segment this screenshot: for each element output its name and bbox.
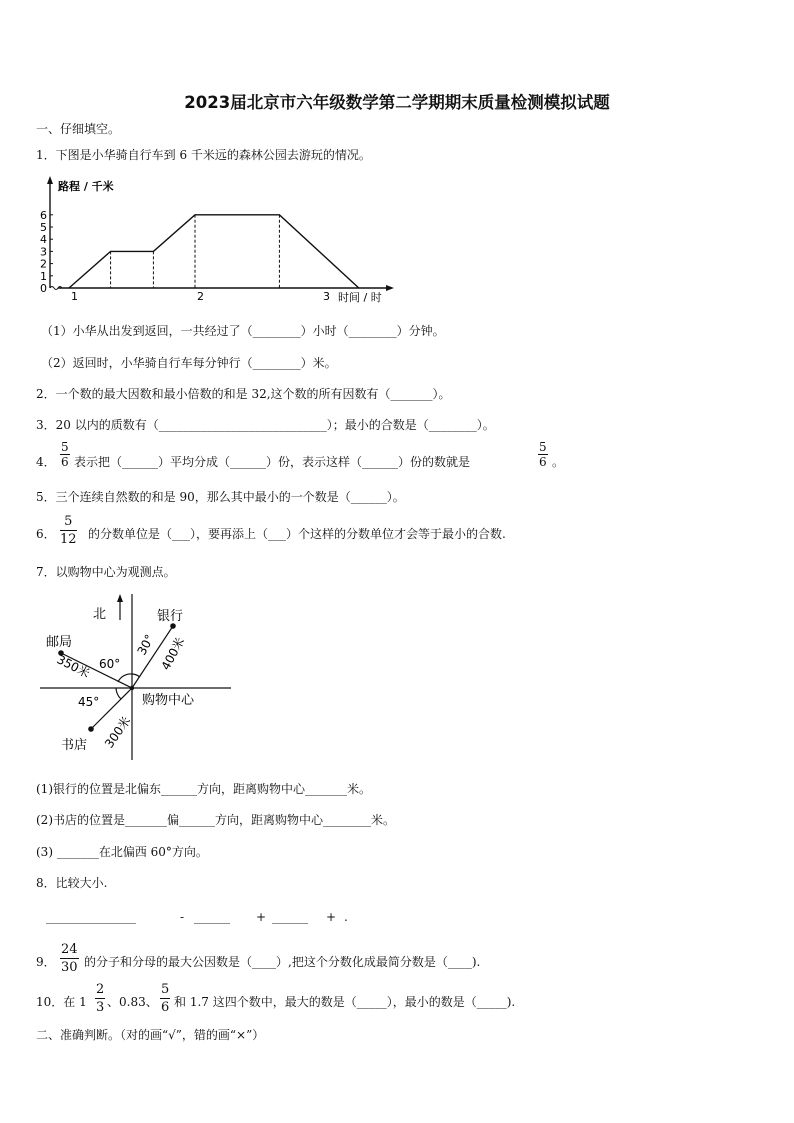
question-10-text: 和 1.7 这四个数中，最大的数是（_____），最小的数是（_____). [174,995,516,1009]
y-tick-labels [40,209,53,295]
fraction-5-6-end [538,440,548,469]
direction-diagram [36,590,246,765]
y-tick-label: 1 [40,269,47,283]
question-7-sub-2: (2)书店的位置是_______偏______方向，距离购物中心________米。 [36,813,395,827]
question-1-text: 1．下图是小华骑自行车到 6 千米远的森林公园去游玩的情况。 [36,148,371,162]
y-tick-label: 2 [40,257,47,271]
question-7-text: 7．以购物中心为观测点。 [36,565,176,579]
question-8-blank-1: _______________ [46,910,136,924]
angle-arc-30 [132,674,140,677]
question-2: 2．一个数的最大因数和最小倍数的和是 32,这个数的所有因数有（_______）。 [36,387,451,401]
section-heading-1: 一、仔细填空。 [36,122,121,136]
fraction-numerator: 24 [61,942,78,957]
question-1-sub-2: （2）返回时，小华骑自行车每分钟行（________）米。 [41,356,337,370]
question-8-operator-1: - [180,910,185,924]
question-6-number: 6． [36,527,56,541]
y-axis-label: 路程 / 千米 [58,180,114,193]
x-axis-label: 时间 / 时 [338,291,382,304]
section-heading-2: 二、准确判断。（对的画“√”，错的画“×”） [36,1028,265,1042]
fraction-24-30 [60,941,79,976]
x-axis-arrow-icon [386,285,394,291]
y-tick-label: 0 [40,282,47,295]
y-tick-label: 4 [40,233,47,247]
question-8-text: 8．比较大小. [36,876,108,890]
x-tick-labels [71,290,330,303]
question-8-end: . [344,910,348,924]
question-8-operator-3: + [326,910,337,924]
route-line [69,215,359,288]
fraction-numerator: 5 [61,440,69,454]
y-tick-label: 5 [40,221,47,234]
question-8-blank-2: ______ [194,910,230,924]
question-10-prefix: 10．在 1 [36,995,87,1009]
fraction-5-6-q10 [160,981,170,1016]
distance-label-book: 300米 [102,713,134,751]
question-8-blank-3: ______ [272,910,308,924]
fraction-numerator: 2 [96,982,105,997]
center-label: 购物中心 [142,693,195,708]
x-tick-label: 3 [323,290,330,303]
fraction-2-3 [95,981,105,1016]
post-office-label: 邮局 [46,635,73,650]
fraction-denominator: 12 [60,532,77,547]
question-1-sub-1: （1）小华从出发到返回，一共经过了（________）小时（________）分钟。 [41,324,445,338]
question-10-middle: 、0.83、 [107,995,158,1009]
x-tick-label: 1 [71,290,78,303]
question-7-sub-3: (3) _______在北偏西 60°方向。 [36,845,208,859]
angle-label-45: 45° [78,695,100,709]
angle-label-30: 30° [134,632,157,658]
question-5: 5．三个连续自然数的和是 90，那么其中最小的一个数是（______）。 [36,490,405,504]
question-6-text: 的分数单位是（___），要再添上（___）个这样的分数单位才会等于最小的合数. [88,527,506,541]
distance-label-post: 350米 [54,652,93,681]
fraction-numerator: 5 [60,513,77,531]
bookstore-point [88,726,94,732]
distance-label-bank: 400米 [158,635,188,673]
center-point [130,686,134,690]
fraction-numerator: 5 [539,440,547,454]
question-9-number: 9． [36,955,56,969]
fraction-5-6 [60,440,70,469]
question-4-text: 表示把（______）平均分成（______）份，表示这样（______）份的数就是 [74,455,471,469]
north-arrow-icon [117,594,123,602]
bank-point [170,623,176,629]
angle-arc-60 [118,674,132,682]
fraction-denominator: 6 [539,455,547,469]
y-tick-label: 6 [40,208,47,222]
fraction-denominator: 3 [96,1000,105,1015]
question-3: 3．20 以内的质数有（____________________________）；最小的合数是（________）。 [36,418,495,432]
y-axis-arrow-icon [47,176,53,184]
x-tick-label: 2 [197,290,204,303]
bookstore-label: 书店 [61,738,88,753]
fraction-denominator: 6 [61,455,69,469]
page-title: 2023届北京市六年级数学第二学期期末质量检测模拟试题 [184,93,610,112]
fraction-denominator: 6 [161,1000,170,1015]
y-tick-label: 3 [40,245,47,259]
bank-label: 银行 [157,609,184,624]
question-8-operator-2: + [256,910,267,924]
question-7-sub-1: (1)银行的位置是北偏东______方向，距离购物中心_______米。 [36,782,371,796]
angle-arc-45 [116,688,121,699]
fraction-numerator: 5 [161,982,170,997]
fraction-5-12 [60,513,77,548]
fraction-denominator: 30 [61,960,78,975]
question-4-number: 4． [36,455,56,469]
question-4-end: 。 [552,455,565,469]
distance-time-chart [38,172,398,307]
question-9-text: 的分子和分母的最大公因数是（____）,把这个分数化成最简分数是（____). [84,955,481,969]
north-label: 北 [93,607,107,622]
angle-label-60: 60° [99,657,121,671]
